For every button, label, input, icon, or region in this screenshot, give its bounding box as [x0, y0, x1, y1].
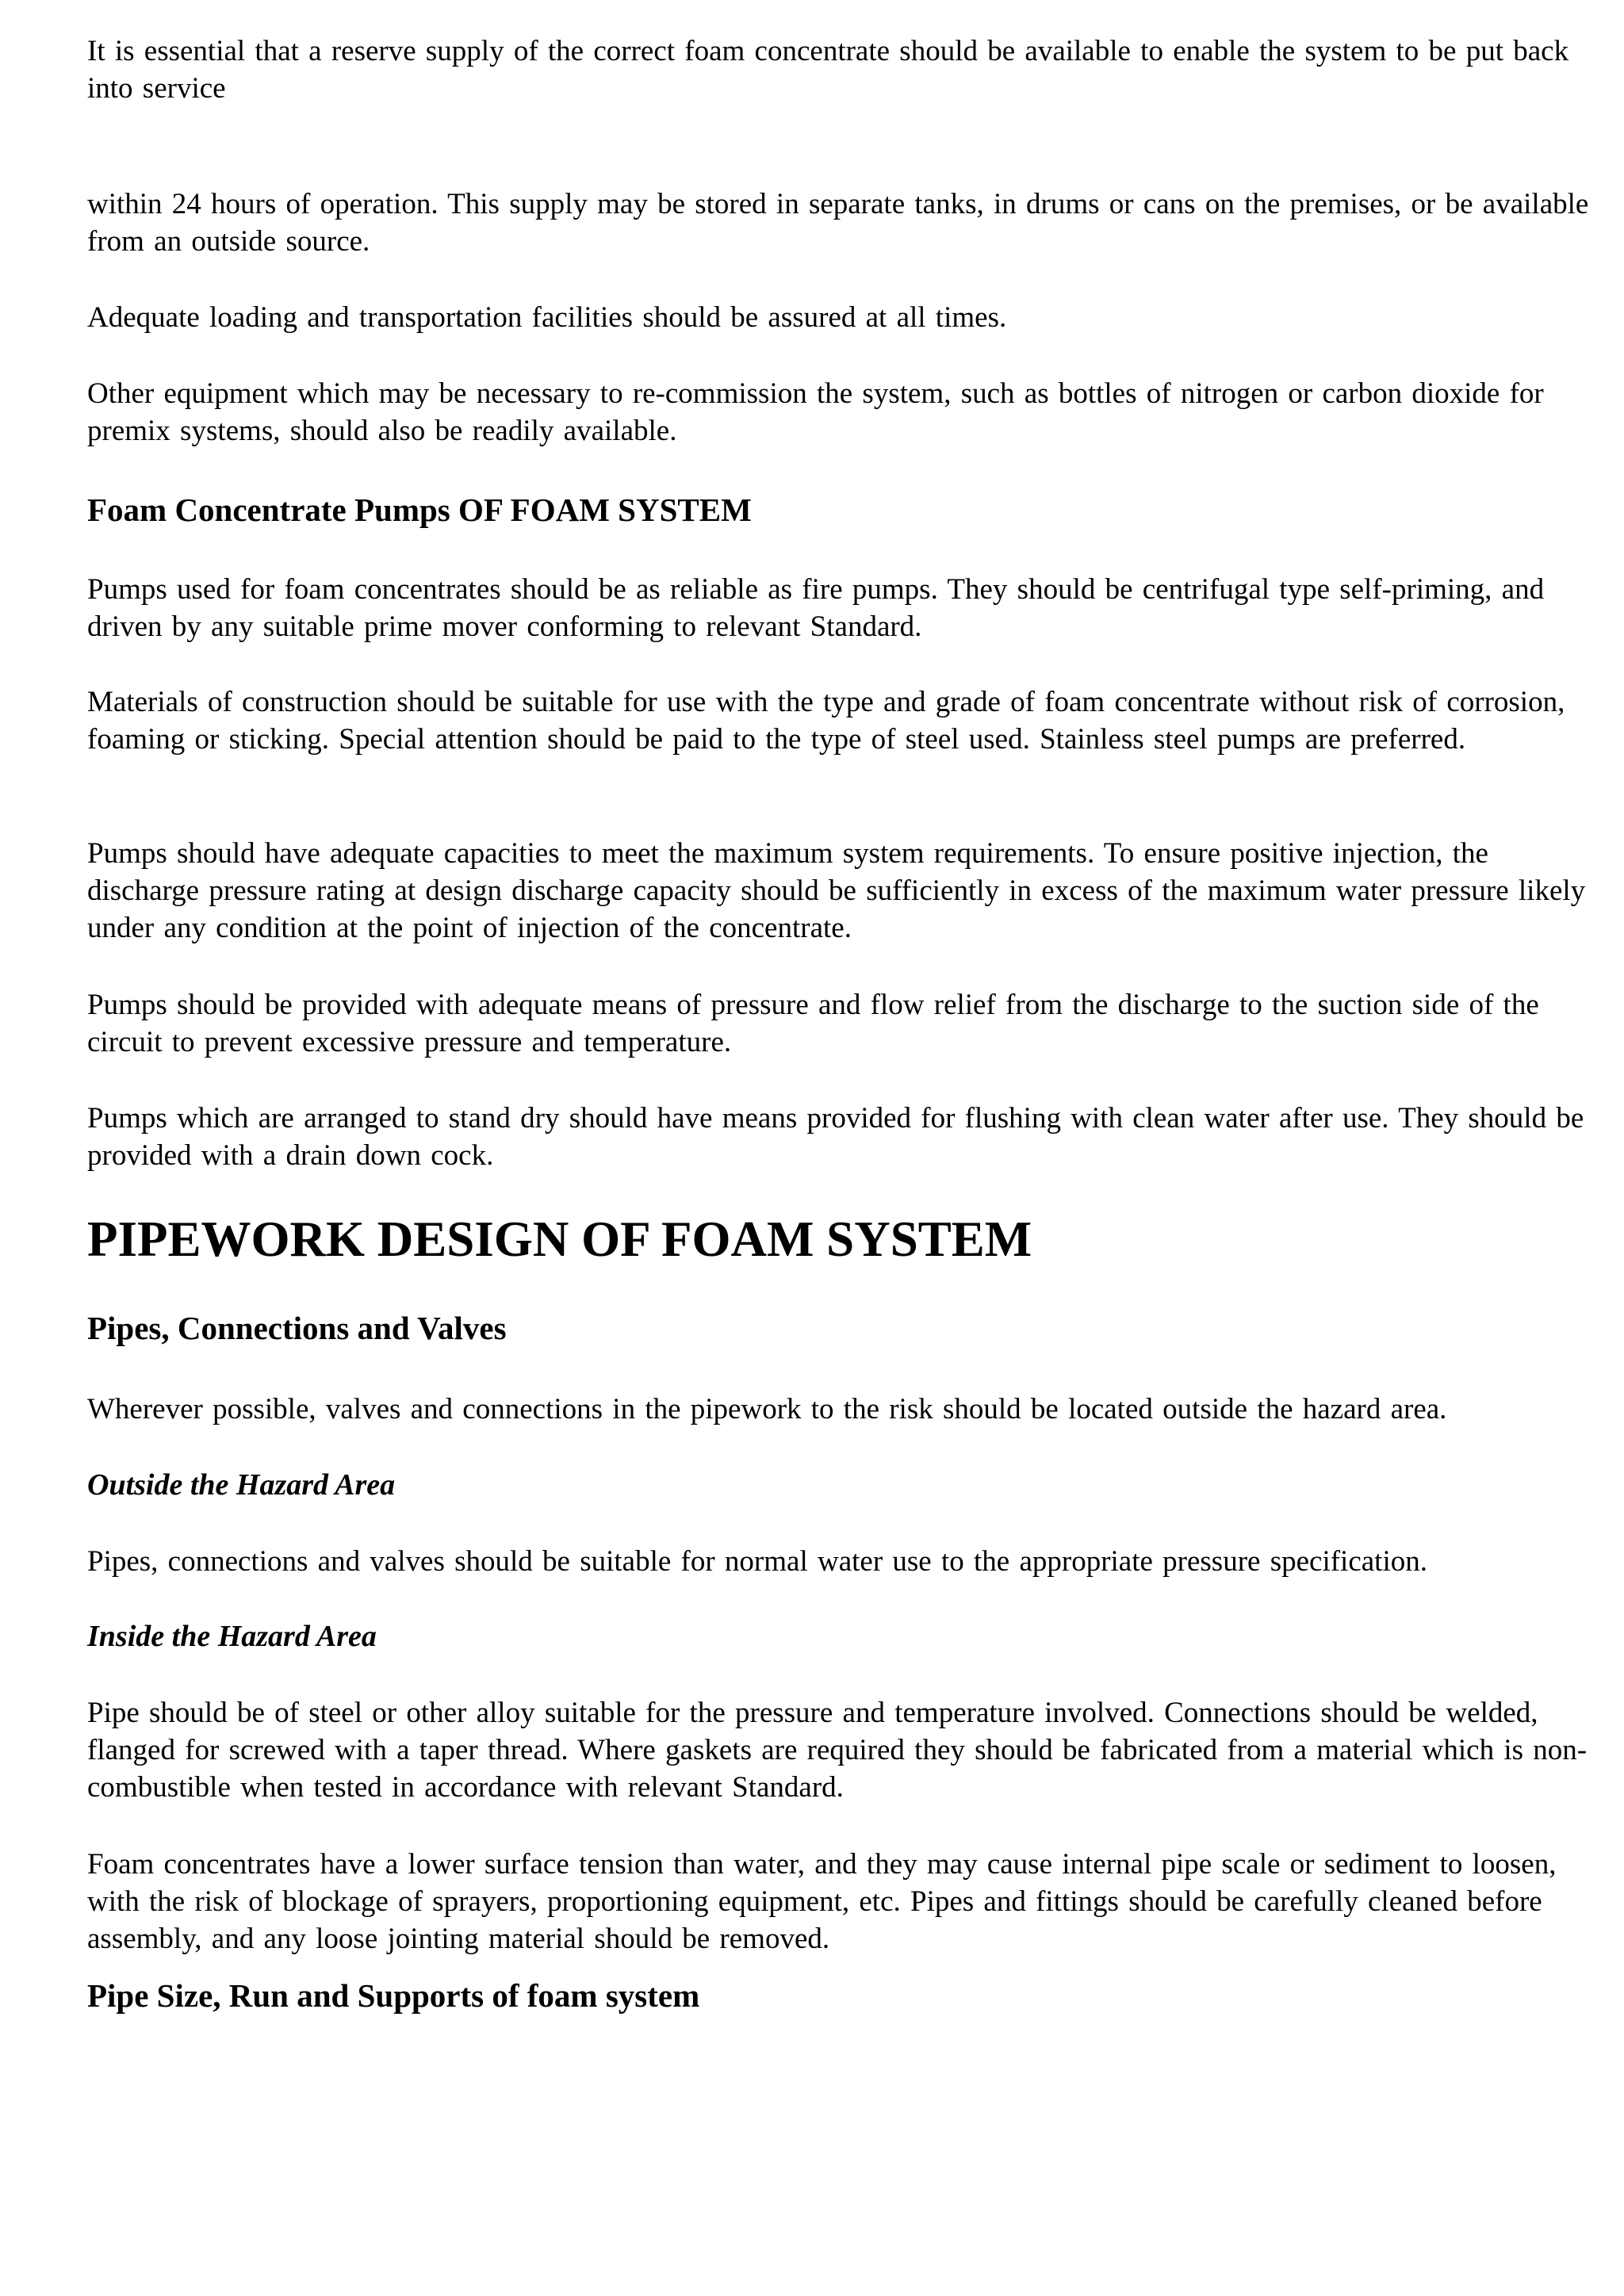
paragraph-materials: Materials of construction should be suitable for use with the type and grade of foam concentrate without risk of corrosion, foaming or sticking. Special attention should be paid to the type of steel used. Stainless steel pumps are preferred. — [87, 686, 1565, 756]
paragraph-surface-tension: Foam concentrates have a lower surface tension than water, and they may cause internal pipe scale or sediment to loosen, with the risk of blockage of sprayers, proportioning equipment, etc. Pipes and fittings should be carefully cleaned before assembly, and any loose jointing material should be removed. — [87, 1848, 1557, 1955]
paragraph-other-equipment: Other equipment which may be necessary to re-commission the system, such as bottles of nitrogen or carbon dioxide for premix systems, should also be readily available. — [87, 377, 1544, 447]
paragraph-stand-dry: Pumps which are arranged to stand dry should have means provided for flushing with clean water after use. They should be provided with a drain down cock. — [87, 1102, 1584, 1172]
heading-pipes-connections-valves: Pipes, Connections and Valves — [87, 1310, 507, 1346]
paragraph-pressure-relief: Pumps should be provided with adequate means of pressure and flow relief from the discharge to the suction side of the circuit to prevent excessive pressure and temperature. — [87, 989, 1539, 1058]
paragraph-pumps-reliable: Pumps used for foam concentrates should be as reliable as fire pumps. They should be centrifugal type self-priming, and driven by any suitable prime mover conforming to relevant Standard. — [87, 573, 1545, 643]
paragraph-pump-capacities: Pumps should have adequate capacities to meet the maximum system requirements. To ensure positive injection, the discharge pressure rating at design discharge capacity should be sufficiently in excess of the maximum water pressure likely under any condition at the point of injection of the concentrate. — [87, 837, 1586, 944]
heading-outside-hazard-area: Outside the Hazard Area — [87, 1468, 396, 1502]
paragraph-within-24-hours: within 24 hours of operation. This supply may be stored in separate tanks, in drums or cans on the premises, or be available from an outside source. — [87, 188, 1589, 258]
paragraph-outside-pipes: Pipes, connections and valves should be suitable for normal water use to the appropriate pressure specification. — [87, 1545, 1427, 1578]
heading-pipework-design: PIPEWORK DESIGN OF FOAM SYSTEM — [87, 1211, 1032, 1267]
paragraph-loading-facilities: Adequate loading and transportation facilities should be assured at all times. — [87, 301, 1007, 334]
heading-pipe-size-run-supports: Pipe Size, Run and Supports of foam system — [87, 1977, 700, 2014]
heading-foam-concentrate-pumps: Foam Concentrate Pumps OF FOAM SYSTEM — [87, 492, 752, 528]
paragraph-inside-pipes: Pipe should be of steel or other alloy suitable for the pressure and temperature involved. Connections should be welded, flanged for screwed with a taper thread. Where gaskets are required they should be fabricated from a material which is non-combustible when tested in accordance with relevant Standard. — [87, 1697, 1588, 1804]
paragraph-wherever-possible: Wherever possible, valves and connections in the pipework to the risk should be located outside the hazard area. — [87, 1393, 1447, 1425]
paragraph-reserve-supply: It is essential that a reserve supply of the correct foam concentrate should be available to enable the system to be put back into service — [87, 35, 1569, 105]
heading-inside-hazard-area: Inside the Hazard Area — [87, 1620, 377, 1653]
